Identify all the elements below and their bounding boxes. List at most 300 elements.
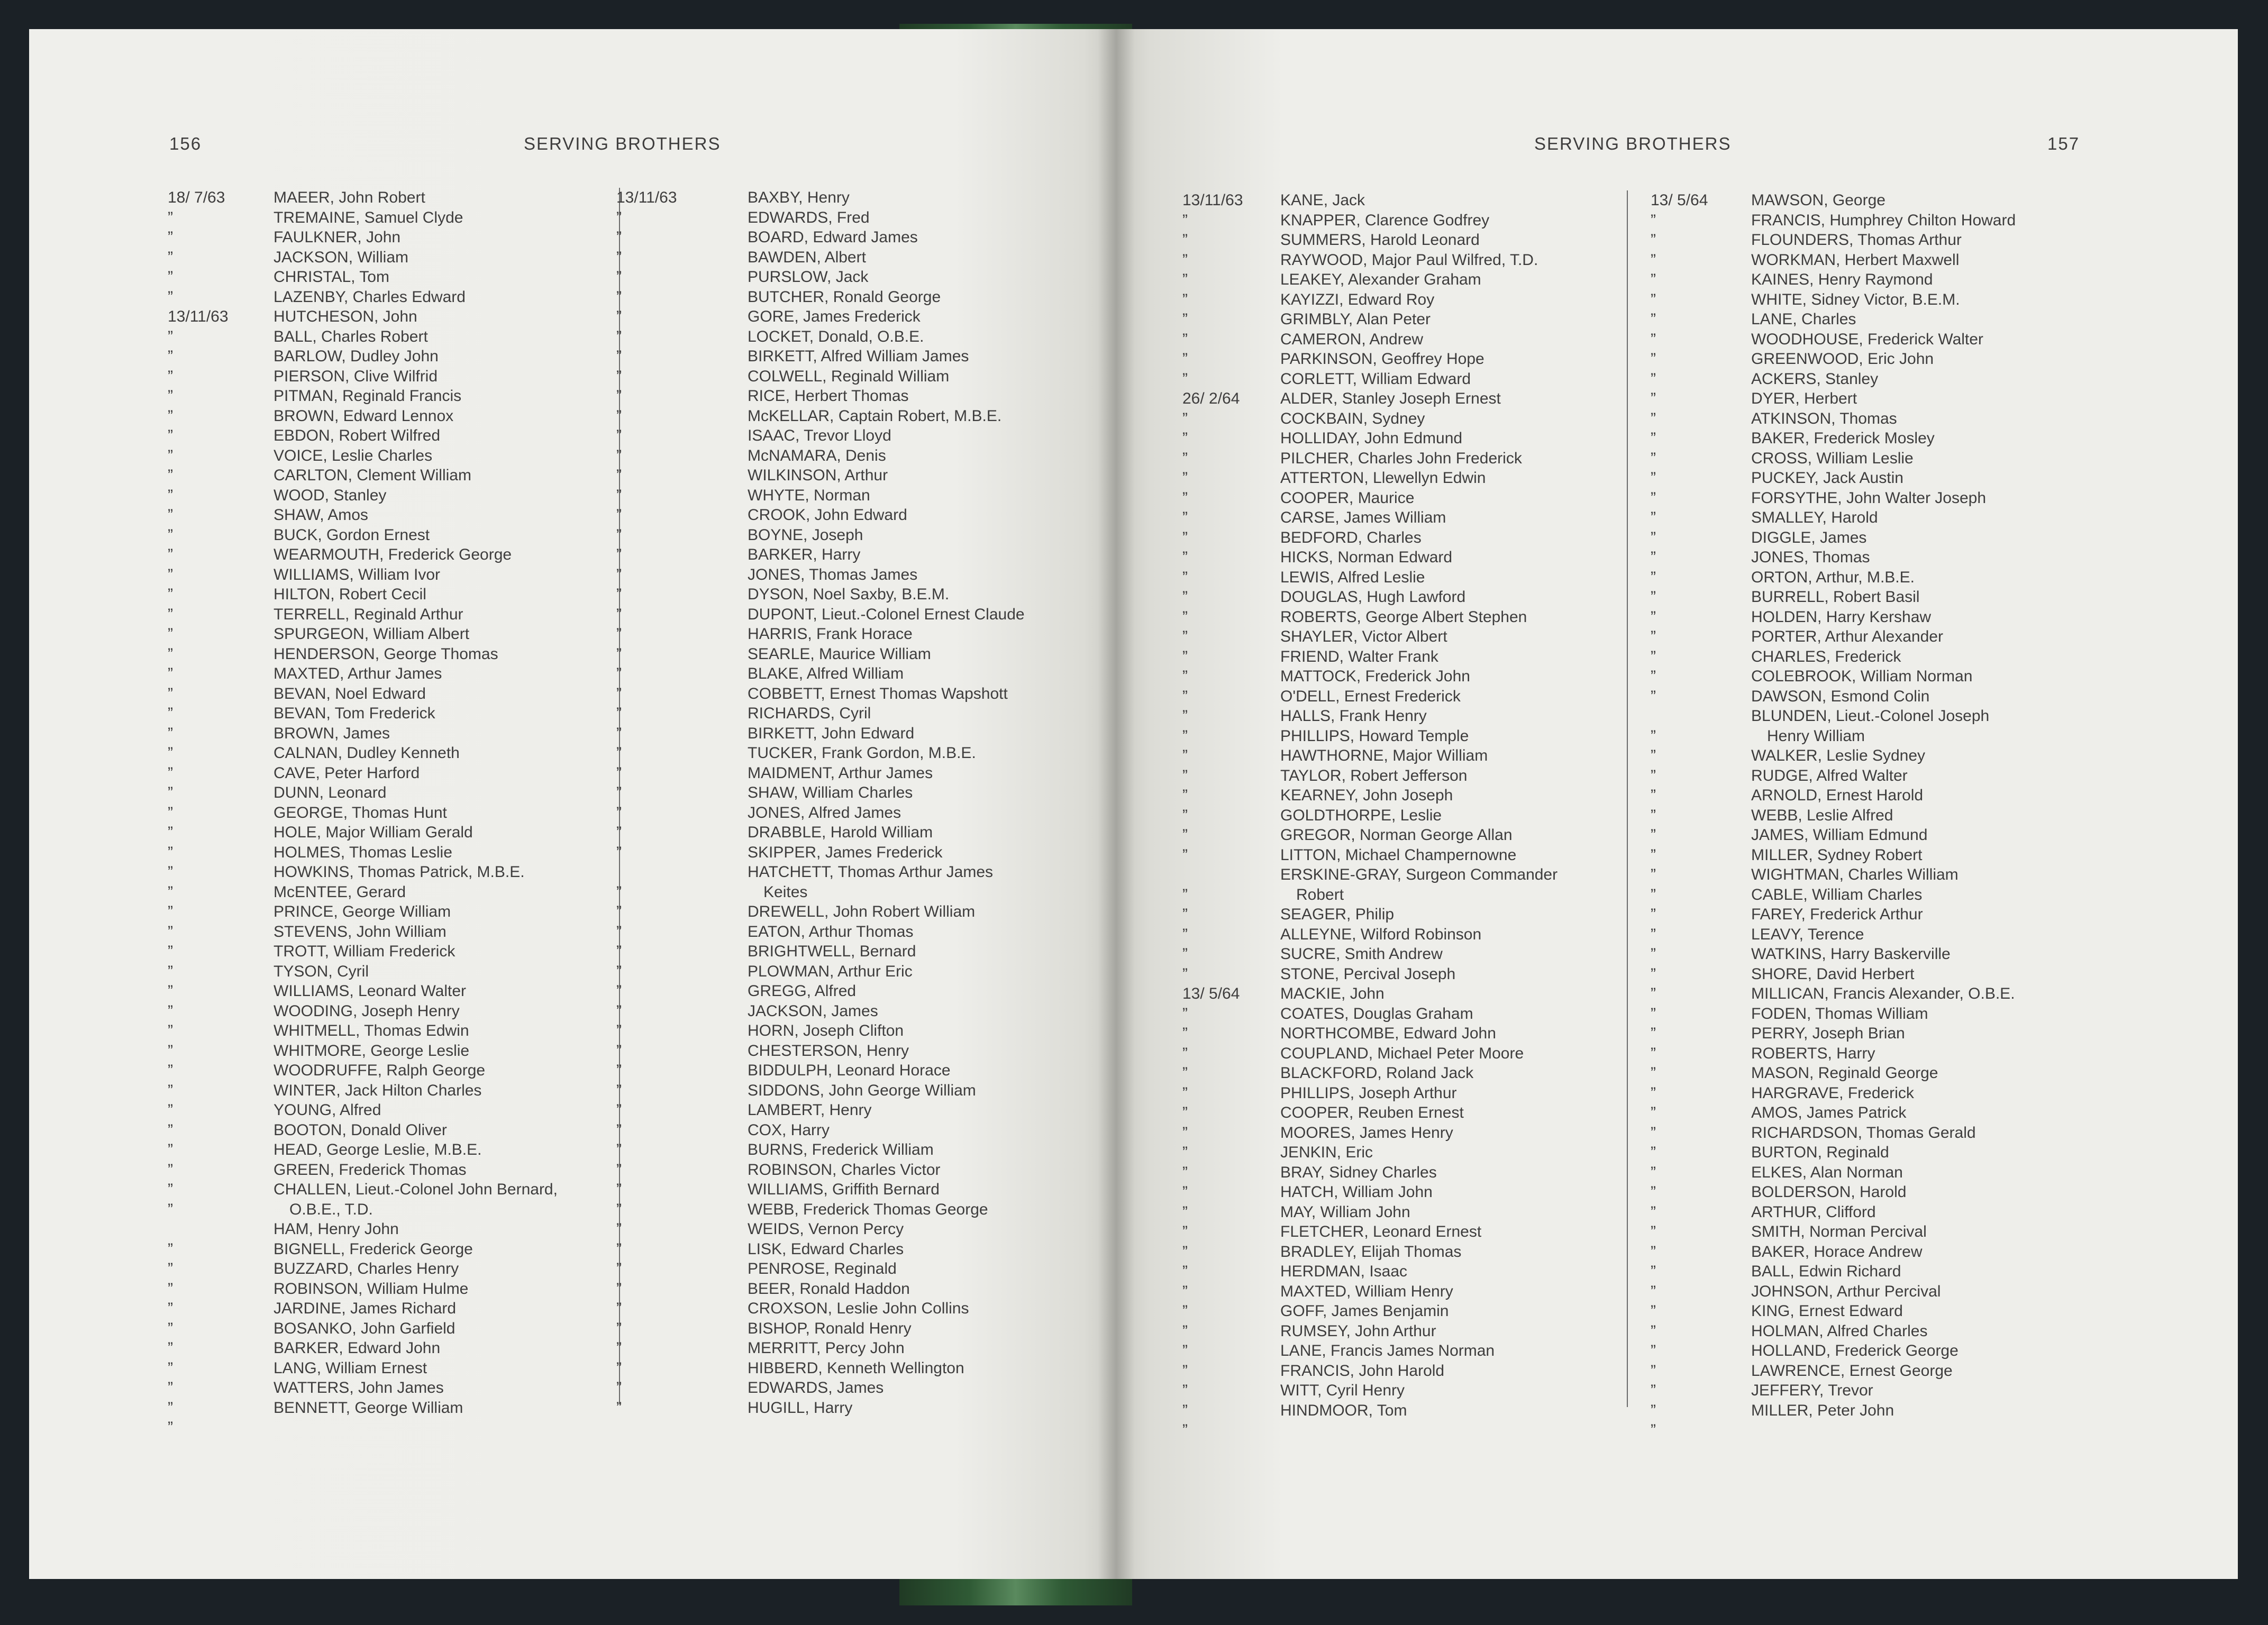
entry-date: ” [1651, 647, 1656, 665]
entry-name: WOOD, Stanley [274, 486, 387, 504]
entry-name: WOODING, Joseph Henry [274, 1002, 460, 1020]
entry-date: ” [168, 1240, 173, 1258]
entry-name: ATKINSON, Thomas [1751, 409, 1897, 427]
date-column [1651, 190, 1708, 1440]
entry-date: ” [616, 1101, 622, 1119]
entry-date: ” [168, 605, 173, 623]
entry-name: FRIEND, Walter Frank [1280, 647, 1438, 665]
entry-name: BRIGHTWELL, Bernard [748, 943, 916, 960]
entry-name: RICHARDSON, Thomas Gerald [1751, 1124, 1976, 1142]
entry-date: ” [616, 427, 622, 444]
entry-name: EDWARDS, Fred [748, 208, 870, 226]
entry-name: SHAW, Amos [274, 506, 368, 524]
entry-date: ” [1182, 469, 1188, 487]
entry-name: WIGHTMAN, Charles William [1751, 866, 1959, 883]
entry-name: WHITMORE, George Leslie [274, 1042, 470, 1060]
entry-name: KAINES, Henry Raymond [1751, 271, 1933, 288]
entry-date: ” [616, 506, 622, 524]
entry-name: RICHARDS, Cyril [748, 705, 871, 722]
entry-name: ACKERS, Stanley [1751, 370, 1879, 388]
entry-date: ” [168, 1141, 173, 1158]
entry-name: BEER, Ronald Haddon [748, 1280, 910, 1298]
entry-name: LANG, William Ernest [274, 1359, 427, 1377]
entry-name: BAKER, Horace Andrew [1751, 1243, 1923, 1261]
entry-date: ” [1651, 608, 1656, 626]
entry-date: ” [1182, 885, 1188, 903]
entry-date: ” [1651, 390, 1656, 407]
entry-date: ” [168, 1161, 173, 1179]
entry-name: KEARNEY, John Joseph [1280, 787, 1453, 804]
entry-date: ” [1651, 1342, 1656, 1359]
entry-date: ” [168, 248, 173, 266]
entry-date: ” [1651, 350, 1656, 368]
entry-date: 26/ 2/64 [1182, 390, 1240, 407]
entry-name: WORKMAN, Herbert Maxwell [1751, 251, 1960, 269]
entry-date: ” [616, 288, 622, 306]
entry-date: 13/ 5/64 [1651, 191, 1708, 209]
entry-date: ” [168, 625, 173, 643]
entry-date: ” [168, 1359, 173, 1377]
entry-date: ” [616, 446, 622, 464]
entry-date: ” [1182, 1342, 1188, 1359]
entry-date: ” [1182, 311, 1188, 328]
entry-name: MERRITT, Percy John [748, 1339, 905, 1357]
entry-name: HILTON, Robert Cecil [274, 586, 426, 603]
entry-date: ” [1651, 1223, 1656, 1240]
entry-date: ” [168, 1319, 173, 1337]
entry-name: Keites [748, 883, 808, 901]
entry-date: ” [1182, 549, 1188, 566]
entry-date: ” [616, 883, 622, 901]
entry-name: CAMERON, Andrew [1280, 330, 1424, 348]
entry-date: ” [168, 982, 173, 1000]
entry-date: ” [616, 526, 622, 544]
entry-date: ” [1182, 1203, 1188, 1221]
entry-date: ” [1182, 647, 1188, 665]
entry-name: ERSKINE-GRAY, Surgeon Commander [1280, 866, 1558, 883]
entry-date: ” [168, 367, 173, 385]
entry-date: ” [168, 407, 173, 425]
entry-name: JONES, Thomas [1751, 549, 1870, 566]
entry-name: WILKINSON, Arthur [748, 467, 888, 484]
entry-date: ” [1182, 628, 1188, 645]
entry-date: ” [1182, 925, 1188, 943]
entry-date: ” [1182, 409, 1188, 427]
entry-name: PLOWMAN, Arthur Eric [748, 962, 913, 980]
entry-date: ” [1651, 588, 1656, 606]
entry-date: ” [616, 1200, 622, 1218]
entry-name: WATKINS, Harry Baskerville [1751, 945, 1951, 963]
entry-name: WITT, Cyril Henry [1280, 1382, 1405, 1399]
entry-date: ” [1651, 766, 1656, 784]
entry-date: ” [1182, 747, 1188, 764]
entry-date: ” [616, 1042, 622, 1060]
entry-date: ” [168, 962, 173, 980]
entry-date: ” [168, 824, 173, 841]
entry-date: ” [168, 1062, 173, 1079]
entry-date: 18/ 7/63 [168, 189, 225, 206]
entry-name: WALKER, Leslie Sydney [1751, 747, 1926, 764]
entry-date: ” [1651, 1322, 1656, 1340]
entry-name: CAVE, Peter Harford [274, 764, 420, 782]
right-page [1116, 29, 2238, 1579]
entry-name: COATES, Douglas Graham [1280, 1005, 1473, 1023]
entry-date: 13/ 5/64 [1182, 985, 1240, 1002]
entry-name: HOLE, Major William Gerald [274, 824, 473, 841]
entry-name: LEAVY, Terence [1751, 925, 1864, 943]
name-column [274, 188, 558, 1418]
entry-date: ” [1651, 271, 1656, 288]
entry-name: KNAPPER, Clarence Godfrey [1280, 211, 1490, 229]
entry-date: ” [1651, 1282, 1656, 1300]
entry-date: ” [616, 1161, 622, 1179]
entry-name: WOODHOUSE, Frederick Walter [1751, 330, 1983, 348]
entry-name: WILLIAMS, William Ivor [274, 565, 441, 583]
entry-date: ” [168, 1200, 173, 1218]
entry-name: CARLTON, Clement William [274, 467, 471, 484]
entry-name: MAIDMENT, Arthur James [748, 764, 933, 782]
entry-date: ” [1651, 787, 1656, 804]
entry-name: LAWRENCE, Ernest George [1751, 1362, 1953, 1380]
entry-name: BARLOW, Dudley John [274, 348, 439, 365]
entry-name: WHITMELL, Thomas Edwin [274, 1022, 469, 1039]
entry-date: ” [616, 1062, 622, 1079]
date-column [616, 188, 677, 1418]
entry-name: BIGNELL, Frederick George [274, 1240, 473, 1258]
entry-date: ” [1182, 1362, 1188, 1380]
entry-name: CHESTERSON, Henry [748, 1042, 909, 1060]
entry-name: BOARD, Edward James [748, 229, 918, 246]
entry-date: ” [168, 923, 173, 941]
entry-date: ” [616, 546, 622, 563]
entry-date: ” [1182, 1421, 1188, 1439]
entry-name: MAXTED, William Henry [1280, 1282, 1453, 1300]
entry-date: ” [168, 1379, 173, 1396]
name-column [1280, 190, 1557, 1420]
entry-date: ” [168, 467, 173, 484]
entry-date: ” [1651, 906, 1656, 923]
entry-name: ROBINSON, William Hulme [274, 1280, 469, 1298]
entry-name: BROWN, Edward Lennox [274, 407, 454, 425]
entry-name: BOYNE, Joseph [748, 526, 863, 544]
entry-date: ” [1651, 1064, 1656, 1082]
entry-name: COLWELL, Reginald William [748, 367, 950, 385]
entry-date: ” [1182, 945, 1188, 963]
entry-date: ” [1651, 1203, 1656, 1221]
entry-name: JONES, Alfred James [748, 804, 901, 821]
entry-name: SHAYLER, Victor Albert [1280, 628, 1447, 645]
entry-name: MACKIE, John [1280, 985, 1385, 1002]
entry-date: ” [616, 308, 622, 325]
entry-date: ” [1182, 707, 1188, 725]
entry-date: ” [1182, 846, 1188, 864]
entry-name: FORSYTHE, John Walter Joseph [1751, 489, 1987, 507]
entry-name: RAYWOOD, Major Paul Wilfred, T.D. [1280, 251, 1538, 269]
entry-date: ” [1182, 350, 1188, 368]
entry-name: HUGILL, Harry [748, 1399, 853, 1417]
entry-date: ” [616, 348, 622, 365]
entry-name: ELKES, Alan Norman [1751, 1163, 1903, 1181]
entry-date: ” [1182, 1064, 1188, 1082]
entry-date: ” [1651, 251, 1656, 269]
entry-date: ” [168, 1101, 173, 1119]
entry-name: HARGRAVE, Frederick [1751, 1084, 1914, 1102]
entry-date: ” [1651, 449, 1656, 467]
entry-date: ” [616, 1022, 622, 1039]
entry-date: ” [1182, 1144, 1188, 1161]
entry-name: DREWELL, John Robert William [748, 903, 976, 920]
entry-name: JAMES, William Edmund [1751, 826, 1928, 844]
entry-date: ” [616, 208, 622, 226]
entry-name: MOORES, James Henry [1280, 1124, 1453, 1142]
entry-name: SHAW, William Charles [748, 784, 913, 801]
page-number: 156 [169, 134, 202, 153]
entry-date: ” [1651, 509, 1656, 526]
entry-name: ATTERTON, Llewellyn Edwin [1280, 469, 1486, 487]
entry-name: GREGOR, Norman George Allan [1280, 826, 1513, 844]
entry-name: HARRIS, Frank Horace [748, 625, 913, 643]
entry-name: WEBB, Frederick Thomas George [748, 1200, 988, 1218]
entry-date: ” [616, 705, 622, 722]
entry-date: ” [1651, 668, 1656, 685]
entry-name: WEARMOUTH, Frederick George [274, 546, 512, 563]
entry-date: ” [1651, 925, 1656, 943]
entry-date: ” [1651, 1243, 1656, 1261]
entry-date: ” [168, 1081, 173, 1099]
entry-name: HENDERSON, George Thomas [274, 645, 498, 663]
left-page [29, 29, 1116, 1579]
entry-date: ” [1182, 826, 1188, 844]
entry-date: ” [168, 446, 173, 464]
entry-date: ” [616, 625, 622, 643]
entry-name: JONES, Thomas James [748, 565, 918, 583]
entry-date: ” [168, 784, 173, 801]
entry-name: CALNAN, Dudley Kenneth [274, 744, 460, 762]
entry-name: BIRKETT, Alfred William James [748, 348, 969, 365]
entry-name: MAWSON, George [1751, 191, 1886, 209]
entry-name: COX, Harry [748, 1121, 830, 1139]
entry-date: ” [616, 1359, 622, 1377]
entry-name: HATCHETT, Thomas Arthur James [748, 863, 994, 881]
entry-name: BUTCHER, Ronald George [748, 288, 941, 306]
entry-name: O'DELL, Ernest Frederick [1280, 687, 1461, 705]
entry-date: ” [616, 744, 622, 762]
entry-date: ” [168, 327, 173, 345]
entry-date: ” [1182, 965, 1188, 983]
entry-name: JEFFERY, Trevor [1751, 1382, 1873, 1399]
entry-date: ” [616, 248, 622, 266]
entry-name: ALDER, Stanley Joseph Ernest [1280, 390, 1501, 407]
entry-name: GREENWOOD, Eric John [1751, 350, 1934, 368]
name-column [1751, 190, 2016, 1420]
entry-name: ROBERTS, George Albert Stephen [1280, 608, 1527, 626]
entry-date: ” [1182, 806, 1188, 824]
entry-name: TAYLOR, Robert Jefferson [1280, 766, 1468, 784]
entry-name: EBDON, Robert Wilfred [274, 427, 441, 444]
entry-name: HEAD, George Leslie, M.B.E. [274, 1141, 482, 1158]
entry-name: BALL, Edwin Richard [1751, 1263, 1901, 1280]
entry-name: PIERSON, Clive Wilfrid [274, 367, 438, 385]
date-column [168, 188, 229, 1438]
entry-name: BURTON, Reginald [1751, 1144, 1889, 1161]
entry-date: 13/11/63 [1182, 191, 1243, 209]
entry-name: WILLIAMS, Leonard Walter [274, 982, 467, 1000]
entry-date: ” [616, 962, 622, 980]
entry-name: HICKS, Norman Edward [1280, 549, 1453, 566]
entry-date: ” [168, 744, 173, 762]
entry-date: ” [1182, 568, 1188, 586]
entry-name: FAULKNER, John [274, 229, 401, 246]
entry-date: ” [168, 1042, 173, 1060]
entry-date: ” [616, 982, 622, 1000]
entry-date: ” [1651, 469, 1656, 487]
entry-name: BARKER, Edward John [274, 1339, 441, 1357]
entry-date: ” [1182, 1044, 1188, 1062]
entry-date: ” [1651, 628, 1656, 645]
entry-name: HATCH, William John [1280, 1183, 1433, 1201]
entry-name: BEDFORD, Charles [1280, 528, 1422, 546]
entry-date: ” [168, 348, 173, 365]
entry-name: COOPER, Reuben Ernest [1280, 1104, 1464, 1121]
entry-name: RICE, Herbert Thomas [748, 387, 909, 405]
entry-name: RUDGE, Alfred Walter [1751, 766, 1908, 784]
entry-date: ” [1651, 846, 1656, 864]
entry-date: ” [1651, 211, 1656, 229]
entry-date: 13/11/63 [168, 308, 229, 325]
entry-name: BALL, Charles Robert [274, 327, 428, 345]
entry-name: MATTOCK, Frederick John [1280, 668, 1470, 685]
entry-name: GOLDTHORPE, Leslie [1280, 806, 1442, 824]
entry-date: ” [168, 229, 173, 246]
entry-date: ” [616, 1399, 622, 1417]
entry-name: WHYTE, Norman [748, 486, 870, 504]
entry-name: LAMBERT, Henry [748, 1101, 872, 1119]
entry-name: MASON, Reginald George [1751, 1064, 1938, 1082]
entry-name: BURRELL, Robert Basil [1751, 588, 1920, 606]
entry-name: BLUNDEN, Lieut.-Colonel Joseph [1751, 707, 1990, 725]
entry-date: ” [616, 1121, 622, 1139]
entry-name: KING, Ernest Edward [1751, 1302, 1903, 1320]
entry-date: ” [168, 546, 173, 563]
entry-date: ” [1651, 1302, 1656, 1320]
entry-name: COUPLAND, Michael Peter Moore [1280, 1044, 1524, 1062]
entry-name: BAXBY, Henry [748, 189, 850, 206]
entry-name: FAREY, Frederick Arthur [1751, 906, 1923, 923]
entry-name: FRANCIS, John Harold [1280, 1362, 1445, 1380]
entry-date: ” [1182, 727, 1188, 745]
entry-name: HAM, Henry John [274, 1220, 399, 1238]
entry-date: ” [616, 486, 622, 504]
entry-name: ARNOLD, Ernest Harold [1751, 787, 1924, 804]
entry-name: COOPER, Maurice [1280, 489, 1415, 507]
entry-name: YOUNG, Alfred [274, 1101, 381, 1119]
entry-date: ” [168, 724, 173, 742]
entry-date: ” [168, 1339, 173, 1357]
entry-date: ” [168, 1002, 173, 1020]
entry-name: HOLLAND, Frederick George [1751, 1342, 1959, 1359]
entry-date: ” [1182, 1163, 1188, 1181]
entry-date: ” [168, 288, 173, 306]
entry-date: ” [1651, 1104, 1656, 1121]
entry-date: ” [1651, 965, 1656, 983]
entry-date: ” [168, 208, 173, 226]
entry-name: MILLER, Peter John [1751, 1401, 1894, 1419]
entry-name: CHRISTAL, Tom [274, 268, 389, 286]
entry-date: ” [616, 565, 622, 583]
entry-name: HIBBERD, Kenneth Wellington [748, 1359, 964, 1377]
entry-date: ” [1182, 787, 1188, 804]
entry-name: DYER, Herbert [1751, 390, 1857, 407]
entry-name: GORE, James Frederick [748, 308, 921, 325]
entry-name: WHITE, Sidney Victor, B.E.M. [1751, 290, 1960, 308]
name-column [748, 188, 1025, 1418]
entry-name: SMALLEY, Harold [1751, 509, 1878, 526]
entry-date: ” [168, 1419, 173, 1436]
entry-name: ISAAC, Trevor Lloyd [748, 427, 891, 444]
entry-name: GRIMBLY, Alan Peter [1280, 311, 1431, 328]
entry-date: ” [168, 943, 173, 960]
entry-name: BEVAN, Tom Frederick [274, 705, 435, 722]
running-head: SERVING BROTHERS [1534, 134, 1732, 153]
entry-name: MAY, William John [1280, 1203, 1410, 1221]
entry-name: HALLS, Frank Henry [1280, 707, 1427, 725]
entry-name: BURNS, Frederick William [748, 1141, 934, 1158]
entry-name: BRAY, Sidney Charles [1280, 1163, 1437, 1181]
entry-name: PITMAN, Reginald Francis [274, 387, 462, 405]
entry-date [1651, 706, 1708, 726]
entry-date: ” [1651, 1263, 1656, 1280]
entry-date: ” [1651, 1421, 1656, 1439]
entry-date: ” [1651, 370, 1656, 388]
entry-date: ” [1182, 290, 1188, 308]
entry-date: ” [616, 1300, 622, 1317]
entry-date: ” [1182, 330, 1188, 348]
entry-date: ” [1182, 1183, 1188, 1201]
entry-name: TYSON, Cyril [274, 962, 369, 980]
entry-name: BIRKETT, John Edward [748, 724, 915, 742]
entry-date [1182, 865, 1243, 885]
entry-name: DYSON, Noel Saxby, B.E.M. [748, 586, 950, 603]
entry-name: DOUGLAS, Hugh Lawford [1280, 588, 1466, 606]
entry-date: ” [616, 1181, 622, 1198]
entry-name: CHARLES, Frederick [1751, 647, 1901, 665]
entry-date [168, 1219, 229, 1239]
entry-name: BUZZARD, Charles Henry [274, 1260, 459, 1277]
entry-name: DUNN, Leonard [274, 784, 387, 801]
entry-date: ” [1182, 231, 1188, 249]
entry-date: ” [1182, 608, 1188, 626]
entry-date: ” [1651, 747, 1656, 764]
entry-date: ” [616, 1280, 622, 1298]
entry-date: ” [168, 903, 173, 920]
entry-name: VOICE, Leslie Charles [274, 446, 433, 464]
entry-name: LEAKEY, Alexander Graham [1280, 271, 1481, 288]
entry-name: BENNETT, George William [274, 1399, 463, 1417]
entry-date: ” [1182, 449, 1188, 467]
entry-name: ALLEYNE, Wilford Robinson [1280, 925, 1482, 943]
entry-name: BAWDEN, Albert [748, 248, 866, 266]
entry-date: ” [1651, 826, 1656, 844]
entry-name: MILLER, Sydney Robert [1751, 846, 1923, 864]
entry-name: WILLIAMS, Griffith Bernard [748, 1181, 940, 1198]
entry-name: ARTHUR, Clifford [1751, 1203, 1876, 1221]
entry-date: ” [1651, 1005, 1656, 1023]
entry-date: ” [1182, 1084, 1188, 1102]
entry-date [616, 862, 677, 882]
entry-name: PILCHER, Charles John Frederick [1280, 449, 1522, 467]
entry-date: ” [168, 268, 173, 286]
entry-date: ” [168, 1121, 173, 1139]
